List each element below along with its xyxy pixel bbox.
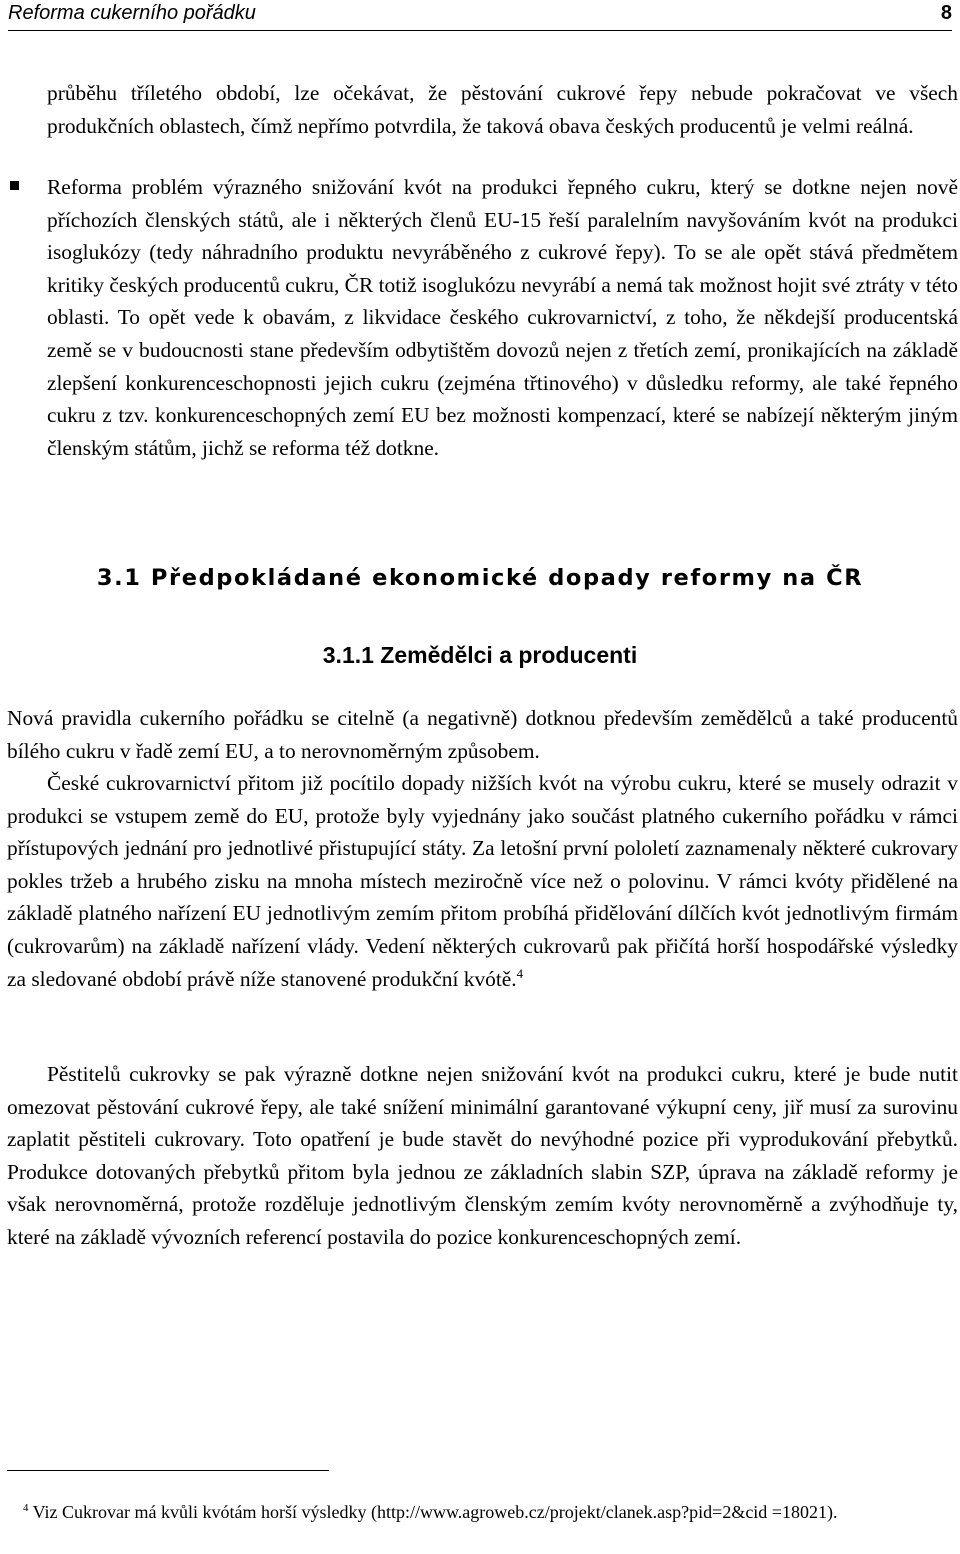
footnote-separator: [7, 1470, 329, 1471]
footnote-number: 4: [23, 1502, 29, 1514]
square-bullet-icon: [10, 181, 19, 190]
section-heading: 3.1 Předpokládané ekonomické dopady reformy na ČR: [96, 565, 864, 591]
header-title: Reforma cukerního pořádku: [8, 2, 256, 24]
subsection-heading: 3.1.1 Zemědělci a producenti: [322, 642, 638, 668]
footnote: [7, 1497, 958, 1527]
paragraph-2: [7, 767, 958, 995]
page-number: 8: [940, 2, 952, 24]
paragraph-3: Pěstitelů cukrovky se pak výrazně dotkne nejen snižování kvót na produkci cukru, které je bude nutit omezovat pěstování cukrové řepy, ale také snížení minimální garantované výkupní ceny, jiř musí za surovinu zaplatit pěstiteli cukrovary. Toto opatření je bude stavět do nevýhodné pozice při vyprodukování přebytků. Produkce dotovaných přebytků přitom byla jednou ze základních slabin SZP, úprava na základě reformy je však nerovnoměrná, protože rozděluje jednotlivým členským zemím kvóty nerovnoměrně a zvýhodňuje ty, které na základě vývozních referencí postavila do pozice konkurenceschopných zemí.: [7, 1062, 958, 1249]
footnote-text: Viz Cukrovar má kvůli kvótám horší výsledky (http://www.agroweb.cz/projekt/clanek.asp?pid=2&cid =18021).: [28, 1502, 838, 1522]
bullet-item-text: Reforma problém výrazného snižování kvót na produkci řepného cukru, který se dotkne nejen nově příchozích členských států, ale i některých členů EU-15 řeší paralelním navyšováním kvót na produkci isoglukózy (tedy náhradního produktu nevyráběného z cukrové řepy). To se ale opět stává předmětem kritiky českých producentů cukru, ČR totiž isoglukózu nevyrábí a nemá tak možnost hojit své ztráty v této oblasti. To opět vede k obavám, z likvidace českého cukrovarnictví, z toho, že někdejší producentská země se v budoucnosti stane především odbytištěm dovozů nejen z třetích zemí, pronikajících na základě zlepšení konkurenceschopnosti jejich cukru (zejména třtinového) v důsledku reformy, ale také řepného cukru z tzv. konkurenceschopných zemí EU bez možnosti kompenzací, které se nabízejí některým jiným členským státům, jichž se reforma též dotkne.: [47, 175, 958, 460]
footnote-reference: 4: [516, 966, 524, 981]
paragraph-1: Nová pravidla cukerního pořádku se citelně (a negativně) dotknou především zemědělců a také producentů bílého cukru v řadě zemí EU, a to nerovnoměrným způsobem.: [7, 706, 958, 763]
paragraph-2-text: České cukrovarnictví přitom již pocítilo dopady nižších kvót na výrobu cukru, které se musely odrazit v produkci se vstupem země do EU, protože byly vyjednány jako součást platného cukerního pořádku v rámci přístupových jednání pro jednotlivé přistupující státy. Za letošní první pololetí zaznamenaly některé cukrovary pokles tržeb a hrubého zisku na mnoha místech meziročně více než o polovinu. V rámci kvóty přidělené na základě platného nařízení EU jednotlivým zemím přitom probíhá přidělování dílčích kvót jednotlivým firmám (cukrovarům) na základě nařízení vlády. Vedení některých cukrovarů pak přičítá horší hospodářské výsledky za sledované období právě níže stanovené produkční kvótě.: [7, 771, 958, 991]
bullet-continuation-text: průběhu tříletého období, lze očekávat, že pěstování cukrové řepy nebude pokračovat ve všech produkčních oblastech, čímž nepřímo potvrdila, že taková obava českých producentů je velmi reálná.: [47, 81, 958, 138]
page-header: [8, 0, 952, 31]
